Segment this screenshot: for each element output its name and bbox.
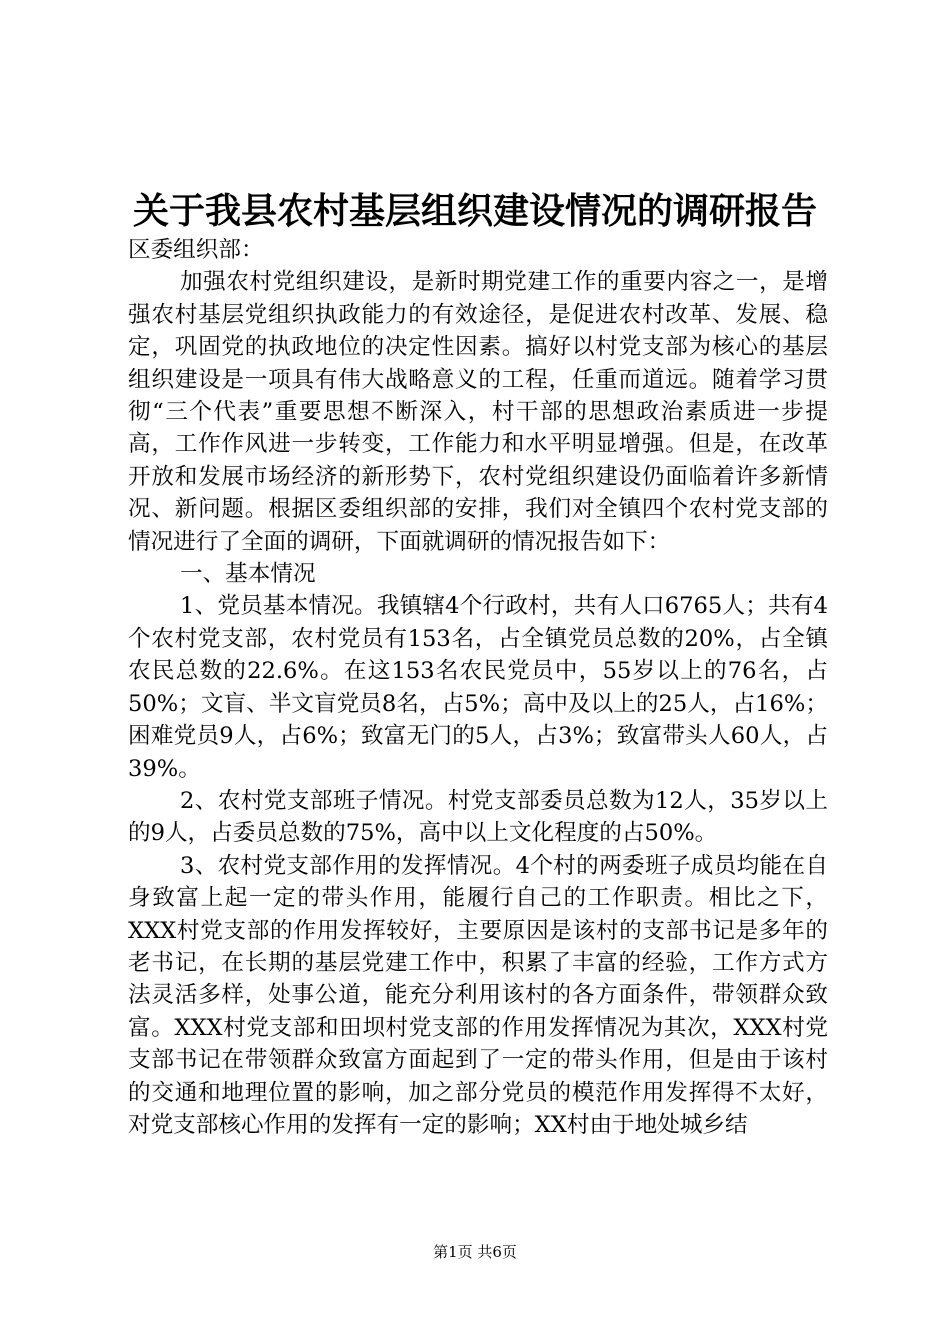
paragraph-branch-committee: 2、农村党支部班子情况。村党支部委员总数为12人，35岁以上的9人，占委员总数的75%，高中以上文化程度的占50%。 [128, 787, 828, 847]
greeting-line: 区委组织部： [128, 237, 264, 263]
document-body [128, 234, 828, 1141]
page-number-footer: 第1页 共6页 [433, 1243, 517, 1261]
document-title: 关于我县农村基层组织建设情况的调研报告 [132, 190, 817, 232]
paragraph-branch-role: 3、农村党支部作用的发挥情况。4个村的两委班子成员均能在自身致富上起一定的带头作用，能履行自己的工作职责。相比之下，XXX村党支部的作用发挥较好，主要原因是该村的支部书记是多年的老书记，在长期的基层党建工作中，积累了丰富的经验，工作方式方法灵活多样，处事公道，能充分利用该村的各方面条件，带领群众致富。XXX村党支部和田坝村党支部的作用发挥情况为其次，XXX村党支部书记在带领群众致富方面起到了一定的带头作用，但是由于该村的交通和地理位置的影响，加之部分党员的模范作用发挥得不太好，对党支部核心作用的发挥有一定的影响；XX村由于地处城乡结 [128, 852, 828, 1138]
paragraph-members: 1、党员基本情况。我镇辖4个行政村，共有人口6765人；共有4个农村党支部，农村党员有153名，占全镇党员总数的20%，占全镇农民总数的22.6%。在这153名农民党员中，55岁以上的76名，占50%；文盲、半文盲党员8名，占5%；高中及以上的25人，占16%；困难党员9人，占6%；致富无门的5人，占3%；致富带头人60人，占39%。 [128, 593, 828, 782]
section-heading-basic: 一、基本情况 [180, 561, 316, 588]
paragraph-intro: 加强农村党组织建设，是新时期党建工作的重要内容之一，是增强农村基层党组织执政能力的有效途径，是促进农村改革、发展、稳定，巩固党的执政地位的决定性因素。搞好以村党支部为核心的基层组织建设是一项具有伟大战略意义的工程，任重而道远。随着学习贯彻“三个代表”重要思想不断深入，村干部的思想政治素质进一步提高，工作作风进一步转变，工作能力和水平明显增强。但是，在改革开放和发展市场经济的新形势下，农村党组织建设仍面临着许多新情况、新问题。根据区委组织部的安排，我们对全镇四个农村党支部的情况进行了全面的调研，下面就调研的情况报告如下： [128, 269, 828, 555]
